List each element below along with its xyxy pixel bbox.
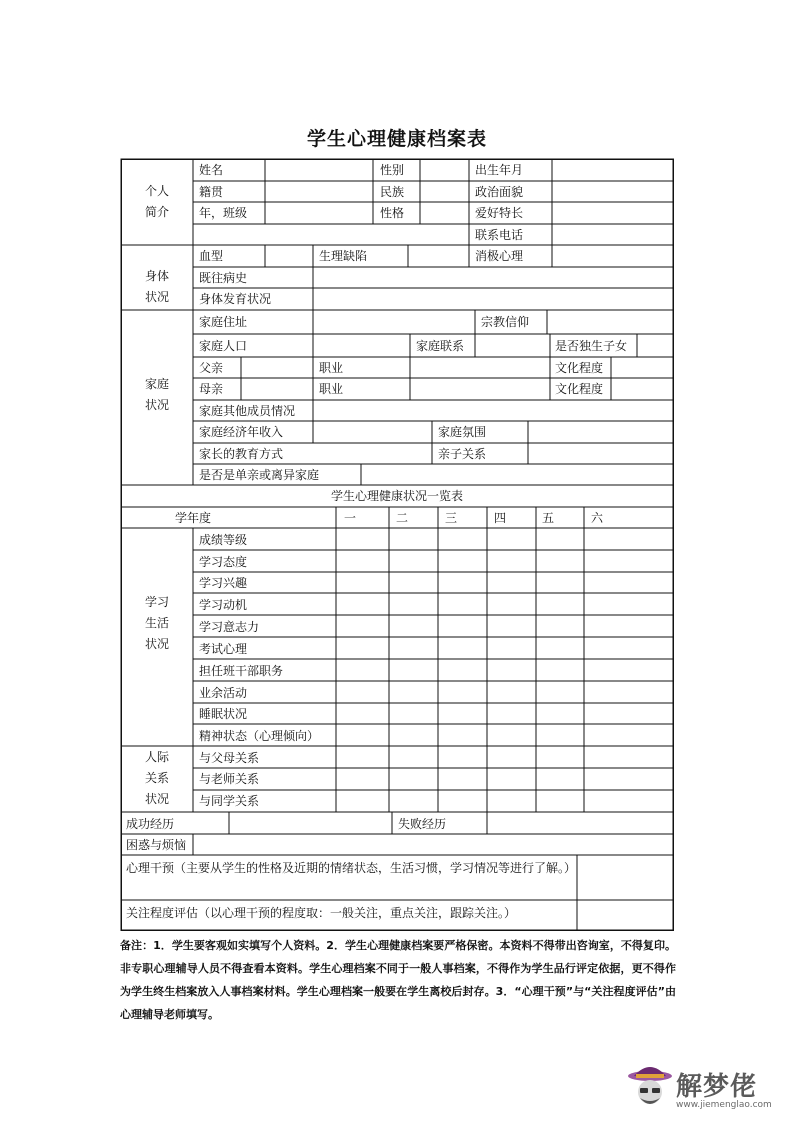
label-personality: 性格	[380, 206, 405, 220]
label-father-education: 文化程度	[555, 361, 604, 375]
label-history: 既往病史	[199, 271, 248, 285]
label-ethnicity: 民族	[380, 185, 405, 199]
label-income: 家庭经济年收入	[199, 425, 284, 439]
section-body-label: 身体 状况	[144, 269, 169, 304]
study-item: 业余活动	[199, 686, 248, 700]
study-item: 学习兴趣	[199, 576, 248, 590]
year-1: 一	[344, 511, 357, 525]
label-address: 家庭住址	[199, 315, 248, 329]
label-failure: 失败经历	[398, 817, 447, 831]
label-blood: 血型	[199, 249, 224, 263]
label-name: 姓名	[199, 163, 224, 177]
study-item: 学习态度	[199, 555, 248, 569]
label-parenting: 家长的教育方式	[199, 447, 284, 461]
study-item: 考试心理	[199, 642, 248, 656]
year-6: 六	[591, 511, 604, 525]
label-hobby: 爱好特长	[475, 206, 524, 220]
relation-item: 与同学关系	[199, 794, 260, 808]
form-title: 学生心理健康档案表	[306, 128, 487, 150]
footnote: 备注：1．学生要客观如实填写个人资料。2．学生心理健康档案要严格保密。本资料不得带出咨询室，不得复印。非专职心理辅导人员不得查看本资料。学生心理档案不同于一般人事档案，不得作为学生品行评定依据，更不得作为学生终生档案放入人事档案材料。学生心理档案一般要在学生离校后封存。3．“心理干预”与“关注程度评估”由心理辅导老师填写。	[120, 939, 676, 1021]
label-parent-child: 亲子关系	[438, 447, 487, 461]
study-item: 睡眠状况	[199, 707, 248, 721]
label-mother-job: 职业	[319, 382, 344, 396]
relation-item: 与老师关系	[199, 772, 260, 786]
label-mother: 母亲	[199, 382, 224, 396]
study-item: 学习动机	[199, 598, 248, 612]
section-relations-label: 人际 关系 状况	[144, 750, 169, 806]
label-other-members: 家庭其他成员情况	[199, 404, 296, 418]
label-religion: 宗教信仰	[481, 315, 530, 329]
watermark-url: www.jiemenglao.com	[676, 1100, 772, 1110]
study-item: 精神状态（心理倾向）	[199, 729, 320, 743]
year-header: 学年度	[175, 511, 212, 525]
label-confusion: 困惑与烦恼	[126, 838, 187, 852]
section-study-label: 学习 生活 状况	[144, 595, 169, 651]
study-item: 担任班干部职务	[199, 664, 284, 678]
year-3: 三	[445, 511, 458, 525]
label-success: 成功经历	[126, 817, 175, 831]
label-negative: 消极心理	[475, 249, 524, 263]
label-attention: 关注程度评估（以心理干预的程度取：一般关注，重点关注，跟踪关注。）	[126, 906, 517, 920]
label-single-parent: 是否是单亲或离异家庭	[199, 468, 320, 482]
label-population: 家庭人口	[199, 339, 248, 353]
label-contact: 联系电话	[475, 228, 524, 242]
relation-item: 与父母关系	[199, 751, 260, 765]
label-father-job: 职业	[319, 361, 344, 375]
study-item: 学习意志力	[199, 620, 260, 634]
label-family-contact: 家庭联系	[416, 339, 465, 353]
label-intervention: 心理干预（主要从学生的性格及近期的情绪状态，生活习惯，学习情况等进行了解。）	[126, 861, 577, 875]
label-origin: 籍贯	[199, 185, 224, 199]
label-atmosphere: 家庭氛围	[438, 425, 487, 439]
label-political: 政治面貌	[475, 185, 524, 199]
study-item: 成绩等级	[199, 533, 248, 547]
label-mother-education: 文化程度	[555, 382, 604, 396]
label-development: 身体发育状况	[199, 292, 272, 306]
year-4: 四	[494, 511, 507, 525]
year-2: 二	[396, 511, 409, 525]
section-family-label: 家庭 状况	[144, 377, 169, 412]
label-defect: 生理缺陷	[319, 249, 368, 263]
watermark-text: 解梦佬	[676, 1072, 758, 1102]
label-father: 父亲	[199, 361, 224, 375]
section-personal-label: 个人 简介	[144, 184, 169, 219]
year-5: 五	[542, 511, 555, 525]
label-gender: 性别	[380, 163, 405, 177]
label-birth: 出生年月	[475, 163, 524, 177]
label-grade-class: 年，班级	[199, 206, 248, 220]
overview-title: 学生心理健康状况一览表	[330, 489, 463, 503]
label-only-child: 是否独生子女	[555, 339, 628, 353]
